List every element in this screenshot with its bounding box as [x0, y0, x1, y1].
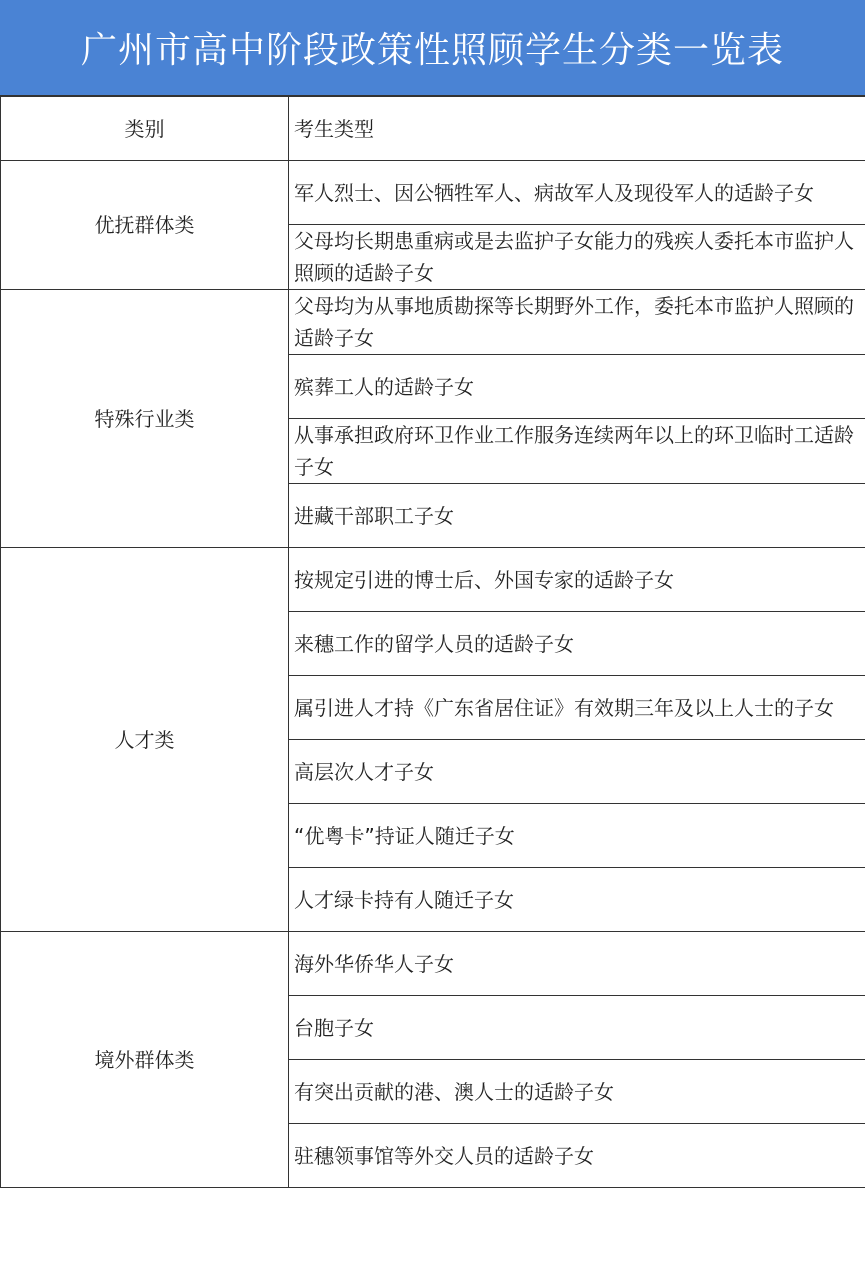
type-cell: 台胞子女: [289, 996, 865, 1060]
table-row: [1, 932, 865, 996]
table-row: [1, 161, 865, 225]
category-cell: 特殊行业类: [1, 290, 289, 548]
category-cell: 境外群体类: [1, 932, 289, 1188]
page-title: 广州市高中阶段政策性照顾学生分类一览表: [80, 30, 784, 71]
type-cell: 父母均为从事地质勘探等长期野外工作，委托本市监护人照顾的适龄子女: [289, 290, 865, 355]
type-cell: 来穗工作的留学人员的适龄子女: [289, 612, 865, 676]
type-cell: 军人烈士、因公牺牲军人、病故军人及现役军人的适龄子女: [289, 161, 865, 225]
type-cell: 驻穗领事馆等外交人员的适龄子女: [289, 1124, 865, 1188]
type-cell: 殡葬工人的适龄子女: [289, 355, 865, 419]
type-cell: 海外华侨华人子女: [289, 932, 865, 996]
table-row: [1, 290, 865, 355]
header-type: 考生类型: [289, 97, 865, 161]
type-cell: “优粤卡”持证人随迁子女: [289, 804, 865, 868]
category-cell: 人才类: [1, 548, 289, 932]
title-banner: [0, 0, 865, 96]
type-cell: 高层次人才子女: [289, 740, 865, 804]
type-cell: 按规定引进的博士后、外国专家的适龄子女: [289, 548, 865, 612]
header-category: 类别: [1, 97, 289, 161]
category-cell: 优抚群体类: [1, 161, 289, 290]
policy-table: [0, 96, 865, 1188]
type-cell: 人才绿卡持有人随迁子女: [289, 868, 865, 932]
type-cell: 有突出贡献的港、澳人士的适龄子女: [289, 1060, 865, 1124]
type-cell: 从事承担政府环卫作业工作服务连续两年以上的环卫临时工适龄子女: [289, 419, 865, 484]
type-cell: 进藏干部职工子女: [289, 484, 865, 548]
table-header-row: [1, 97, 865, 161]
type-cell: 属引进人才持《广东省居住证》有效期三年及以上人士的子女: [289, 676, 865, 740]
type-cell: 父母均长期患重病或是去监护子女能力的残疾人委托本市监护人照顾的适龄子女: [289, 225, 865, 290]
table-row: [1, 548, 865, 612]
